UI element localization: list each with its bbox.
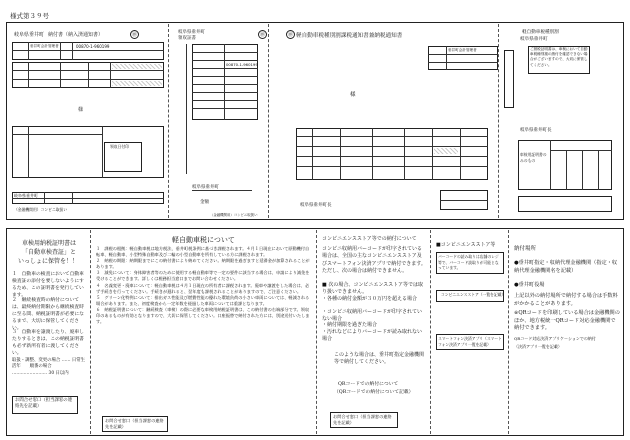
notice-title: 軽自動車税種別割課税通知書兼納税通知書	[296, 33, 403, 39]
conv-qr-1: QRコードでの納付について	[338, 382, 399, 387]
place-5: QRコード対応決済アプリケーションでの納付	[514, 336, 596, 341]
certificate-bottom-box	[518, 196, 612, 212]
conv-item-0: ■ 次の場合、コンビニエンスストア等では取り扱いできません。	[322, 282, 424, 295]
bottom-note-2: （金融機関用）コンビニ取扱い	[210, 213, 258, 217]
conv-contact-box-text: お問合せ窓口（担当課窓の連絡先を記載）	[333, 414, 392, 426]
city-label-footer-1: 岐阜県垂井町	[14, 193, 38, 198]
seal-mark-2: ㊞	[259, 32, 265, 38]
place-3: 上記以外の納付場所で納付する場合は手数料がかかることがあります。	[514, 293, 618, 307]
place-6: （決済アプリ一覧を記載）	[514, 344, 562, 349]
conv-item-1: ・各種の納付金額が３０万円を超える場合	[322, 296, 418, 302]
mid-title: 軽自動車税について	[172, 236, 235, 244]
conv-closing: このような場合は、垂井町指定金融機関等で納付してください。	[334, 352, 425, 366]
conv-qr-2: （QRコードでの納付について記載）	[334, 390, 414, 395]
treasurer-3: 垂井町会計管理者	[448, 48, 477, 52]
left-item-2: ２ 継続検査時の納付については、最終納付期限から継続検査時に至る間、納税証明書が必要になるまで、大切に保管してください。	[12, 298, 84, 331]
receipt-left-edge	[186, 44, 187, 174]
stamp-heading-1: 領収日付印	[110, 144, 129, 149]
receipt-header-1: 軽自動車税種別割	[522, 30, 559, 35]
reg-no-2: 00870-1-960199	[226, 62, 258, 67]
left-heading-1: 車検用納税証明書は	[22, 240, 77, 247]
left-contact-box-text: お問合せ窓口（担当課窓の連絡先を記載）	[15, 398, 73, 410]
addressee-3: 様	[350, 92, 356, 98]
city-label-1: 岐阜県垂井町	[14, 32, 45, 38]
place-1: ●垂井町指定・収納代理金融機関（指定・収納代理金融機関名を記載）	[514, 260, 618, 274]
left-item-1: １ 自動車の検査において自動車検査証の添付を要しないようにするため、この証明書を発行しています。	[12, 272, 84, 298]
perforation-b2	[316, 230, 317, 434]
perforation-b4	[508, 230, 509, 434]
mid-contact-box-text: お問合せ窓口（担当課窓の連絡先を記載）	[105, 418, 164, 430]
certificate-side-note: 車検用証明書のみのもの	[520, 152, 547, 163]
left-heading-2: 「自動車検査証」と	[22, 249, 77, 256]
left-contact: 取扱・調整、変更の場合 …… 日常生活年 順番の場合 …………………… 30 日以内	[12, 358, 86, 376]
conv-intro: コンビニ収納用バーコードが印字されている場合は、全国の主なコンビニエンスストア及びスマートフォン決済アプリで納付できます。ただし、次の場合は納付できません。	[322, 246, 426, 274]
left-heading-3: いっしょに保管を！！	[18, 258, 79, 265]
perforation-2	[268, 24, 269, 218]
type-label: 領収証書	[178, 36, 196, 41]
conv-item-3: ・納付期限を過ぎた場合	[322, 322, 378, 328]
reg-no-1: 00870-1-960199	[76, 44, 110, 49]
city-label-3: 岐阜県垂井町	[192, 185, 219, 190]
conv-title: コンビニエンスストア等での納付について	[322, 236, 417, 242]
conv-item-4: ・汚れなどによりバーコードが読み取れない場合	[322, 329, 423, 342]
seal-mark-3: ㊞	[287, 32, 293, 38]
addressee-1: 様	[78, 107, 84, 113]
perforation-3	[498, 24, 499, 218]
mid-body: １ 課税の根拠：軽自動車税は地方税法、垂井町税条例に基づき課税されます。４月１日現在において原動機付自転車、軽自動車、小型特殊自動車及び二輪の小型自動車を所有している方に課税されます。 ２ 納税の期限：納期限までにこの納付書により納めてください。納期限を過ぎますと延滞金が加算されることがあります。 ３ 減免について：身体障害者等のために使用する軽自動車等で一定の要件に該当する場合は、申請により減免を受けることができます。詳しくは税務担当窓口までお問い合わせください。 ４ 名義変更・廃車について：軽自動車税は４月１日現在の所有者に課税されます。廃車や譲渡をした場合は、必ず手続きを行ってください。手続きが遅れると、翌年度も課税されることがありますので、ご注意ください。 ５ グリーン化特例について：排出ガス性能及び燃費性能の優れた環境負荷の小さい車両については、軽減される場合があります。また、初度検査から一定年数を経過した車両については重課となります。 ６ 納税証明書について：継続検査（車検）の際に必要な車検用納税証明書は、この納付書の右端部分です。領収印のあるものが有効となりますので、大切に保管してください。口座振替で納付された方には、別途送付いたします。	[96, 246, 310, 325]
certificate-left-strip	[504, 50, 514, 108]
city-label-2: 岐阜県垂井町	[178, 30, 205, 35]
place-title: 納付場所	[514, 246, 537, 252]
conv-desc: バーコードの読み取りは店舗のレジ等で、バーコード読取りが可能となっています。	[438, 254, 499, 270]
bottom-note-1: （金融機関用）コンビニ取扱い	[14, 207, 68, 212]
perforation-b3	[430, 230, 431, 434]
perforation-b1	[90, 230, 91, 434]
conv-item-2: ・コンビニ収納用バーコードが印字されていない場合	[322, 309, 423, 322]
certificate-note: ご納税証明書は、車検において自動車税種別割の納付を確認できない場合がございますので、大切に保管してください。	[530, 47, 588, 67]
store-box-1-text: コンビニエンスストア（一覧を記載）	[441, 292, 506, 297]
store-box-2-text: スマートフォン決済アプリ（スマートフォン決済アプリ一覧を記載）	[438, 336, 502, 347]
form-number: 様式第３９号	[10, 12, 49, 20]
place-2: ●垂井町役場	[514, 282, 545, 288]
conv-stores-title: ■コンビニエンスストア等	[436, 242, 496, 248]
seal-mark-1: ㊞	[131, 32, 137, 38]
place-4: ※QRコードを印刷している場合は金融機関のほか、地方税統一QRコード対応金融機関で納付できます。	[514, 310, 620, 332]
treasurer-bottom-3: 岐阜県垂井町長	[300, 203, 332, 208]
receipt-header-2: 岐阜県垂井町	[520, 37, 548, 42]
left-item-3: ３ 自動車を譲渡したり、廃車したりするときは、この納税証明書も必ず新所有者に渡してください。	[12, 330, 84, 356]
treasurer-1: 垂井町会計管理者	[30, 44, 59, 48]
receipt-title: 納付書（納入済通知書）	[48, 32, 104, 38]
perforation-1	[168, 24, 169, 218]
treasurer-right: 岐阜県垂井町長	[520, 128, 552, 133]
amount-label-2: 金額	[200, 200, 209, 205]
